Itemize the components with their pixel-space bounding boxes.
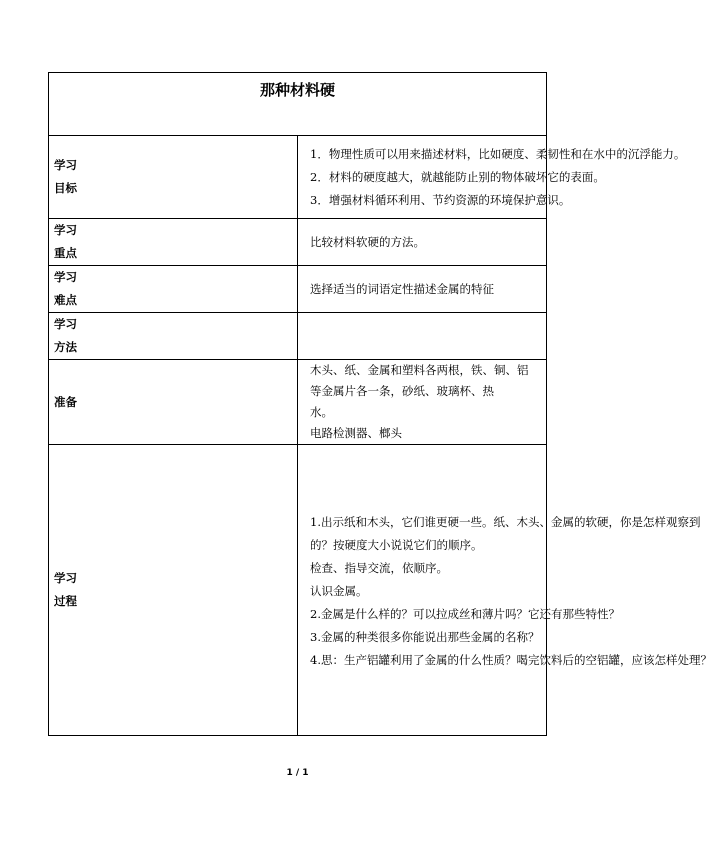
label-learning-goals [49,136,298,219]
row-key-points [49,219,547,266]
process-line: 的？按硬度大小说说它们的顺序。 [310,537,483,552]
label-difficulties [49,266,298,313]
content-learning-method [298,313,547,360]
label-learning-method [49,313,298,360]
preparation-line: 木头、纸、金属和塑料各两根，铁、铜、铝等金属片各一条，砂纸、玻璃杯、热 [310,363,529,398]
label-line: 难点 [54,293,77,307]
label-line: 学习 [54,317,77,331]
goal-item: 1．物理性质可以用来描述材料，比如硬度、柔韧性和在水中的沉浮能力。 [310,146,686,161]
content-learning-goals [298,136,686,219]
process-body [310,509,712,672]
process-line: 4.思：生产铝罐利用了金属的什么性质？喝完饮料后的空铝罐，应该怎样处理？ [310,652,712,667]
key-point-text: 比较材料软硬的方法。 [310,234,425,249]
process-line: 检查、指导交流，依顺序。 [310,560,448,575]
label-line: 准备 [54,394,77,409]
label-learning-process [49,445,298,736]
page-title: 那种材料硬 [259,81,335,99]
process-line: 3.金属的种类很多你能说出那些金属的名称？ [310,629,540,644]
process-line: 认识金属。 [310,583,368,598]
label-line: 重点 [54,246,77,260]
difficulty-text: 选择适当的词语定性描述金属的特征 [310,281,494,296]
label-line: 过程 [54,594,77,608]
label-line: 学习 [54,158,77,172]
title-cell [49,73,547,136]
goal-item: 2．材料的硬度越大，就越能防止别的物体破坏它的表面。 [310,169,605,184]
lesson-plan-table [48,72,712,736]
label-line: 学习 [54,270,77,284]
label-line: 方法 [54,340,77,354]
row-difficulties [49,266,547,313]
content-preparation [298,360,547,445]
label-preparation [49,360,298,445]
process-line: 1.出示纸和木头，它们谁更硬一些。纸、木头、金属的软硬，你是怎样观察到 [310,514,701,529]
label-key-points [49,219,298,266]
row-learning-goals [49,136,547,219]
content-learning-process [298,445,712,736]
process-line: 2.金属是什么样的？可以拉成丝和薄片吗？它还有那些特性？ [310,606,620,621]
label-line: 目标 [54,181,77,195]
goal-item: 3．增强材料循环利用、节约资源的环境保护意识。 [310,192,571,207]
label-line: 学习 [54,571,77,585]
row-preparation [49,360,547,445]
preparation-line: 水。 [310,405,333,419]
row-learning-method [49,313,547,360]
page-number: 1 / 1 [286,768,309,778]
label-line: 学习 [54,223,77,237]
preparation-line: 电路检测器、榔头 [310,426,402,440]
row-learning-process [49,445,547,736]
content-key-points [298,219,547,266]
content-difficulties [298,266,547,313]
